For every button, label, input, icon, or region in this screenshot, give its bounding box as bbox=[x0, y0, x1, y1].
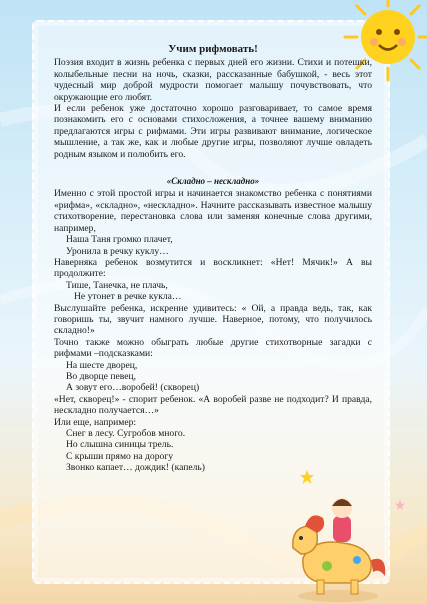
article bbox=[54, 44, 372, 474]
verse-line: Но слышна синицы трель. bbox=[66, 439, 174, 451]
game-paragraph-6: Или еще, например: bbox=[54, 416, 137, 428]
game-title: «Складно – нескладно» bbox=[166, 176, 260, 187]
intro-paragraph-2: И если ребенок уже достаточно хорошо разговаривает, то самое время познакомить его с основами стихосложения, а точнее вашему вниманию предлагаются игры с рифмами. Эти игры развивают внимание, логическое мышление, а так же, как и любые другие игры, позволяют лучше овладеть родным языком и полюбить его. bbox=[54, 103, 372, 160]
verse-line: Звонко капает… дождик! (капель) bbox=[66, 462, 205, 474]
star-icon bbox=[300, 470, 314, 484]
verse-line: На шесте дворец, bbox=[66, 359, 138, 371]
child-on-pony-illustration bbox=[283, 488, 393, 604]
verse-line: Не утонет в речке кукла… bbox=[74, 291, 182, 303]
game-paragraph-2: Наверняка ребенок возмутится и воскликнет: «Нет! Мячик!» А вы продолжите: bbox=[54, 256, 372, 280]
verse-line: Снег в лесу. Сугробов много. bbox=[66, 428, 186, 439]
verse-line: С крыши прямо на дорогу bbox=[66, 450, 174, 462]
verse-line: А зовут его…воробей! (скворец) bbox=[66, 382, 200, 394]
verse-line: Наша Таня громко плачет, bbox=[66, 234, 173, 246]
game-paragraph-4: Точно также можно обыграть любые другие стихотворные загадки с рифмами –подсказками: bbox=[54, 336, 372, 360]
verse-line: Уронила в речку куклу… bbox=[66, 245, 169, 257]
game-paragraph-1: Именно с этой простой игры и начинается знакомство ребенка с понятиями «рифма», «складно», «нескладно». Начните рассказывать известное малышу стихотворение, перестановка слова или заменяя конечные слова другими, например, bbox=[54, 188, 372, 234]
verse-line: Во дворце певец, bbox=[66, 370, 136, 382]
game-paragraph-5: «Нет, скворец!» - спорит ребенок. «А воробей разве не подходит? И правда, нескладно получается…» bbox=[54, 393, 372, 417]
verse-line: Тише, Танечка, не плачь, bbox=[66, 279, 168, 291]
star-icon bbox=[395, 500, 405, 510]
game-paragraph-3: Выслушайте ребенка, искренне удивитесь: « Ой, а правда ведь, так, как говоришь ты, звучит намного лучше. Наверное, потому, что получилось складно!» bbox=[54, 302, 372, 337]
intro-paragraph-1: Поэзия входит в жизнь ребенка с первых дней его жизни. Стихи и потешки, колыбельные песни на ночь, сказки, рассказанные бабушкой, - весь этот чудесный мир доброй мудрости помогает малышу почувствовать, что окружающие его любят. bbox=[54, 57, 372, 103]
page-title: Учим рифмовать! bbox=[168, 43, 258, 55]
